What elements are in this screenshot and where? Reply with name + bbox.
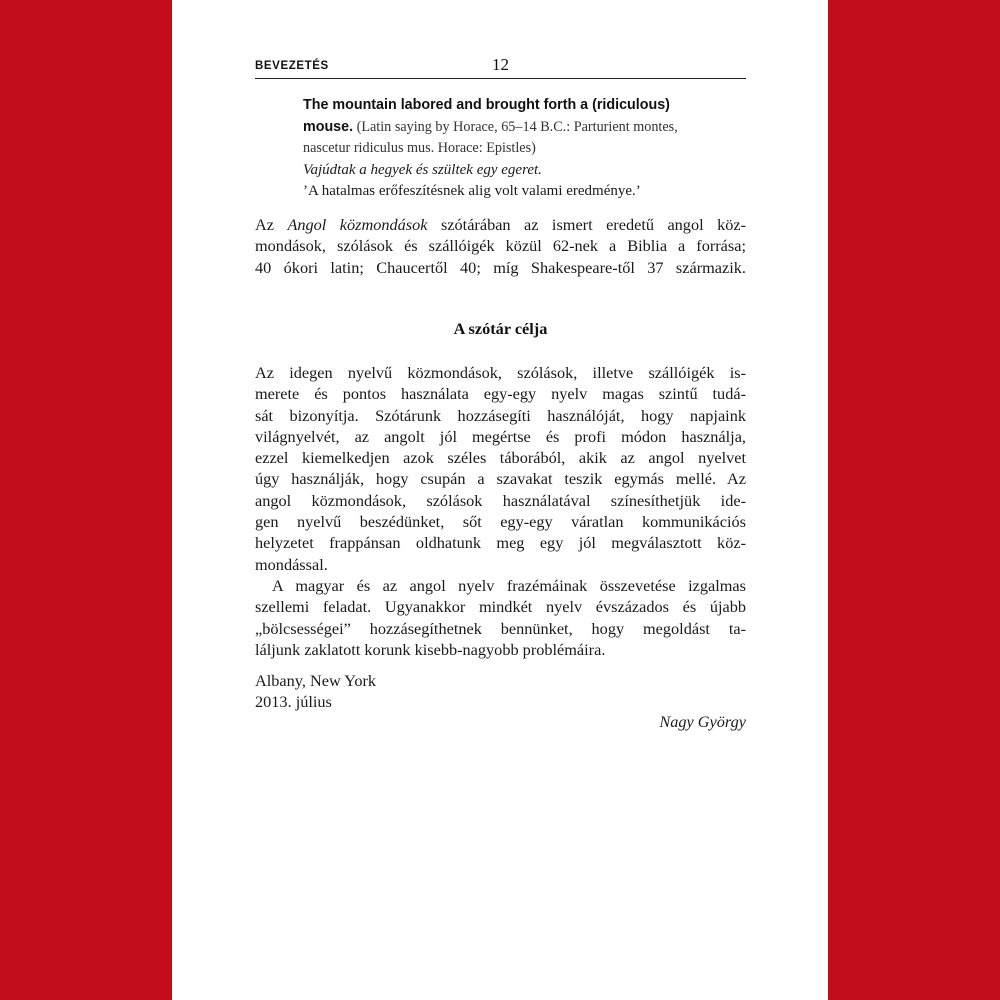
intro-line <box>255 214 746 235</box>
para2-line: „bölcsességei” hozzásegíthetnek bennünket, hogy megoldást ta- <box>255 618 746 638</box>
page-header <box>255 54 746 79</box>
para1-line: helyzetet frappánsan oldhatunk meg egy jól megválasztott köz- <box>255 533 746 553</box>
motto-line-1 <box>303 95 746 117</box>
running-head: BEVEZETÉS <box>255 60 329 72</box>
motto-english-bold-2: mouse. <box>303 118 354 135</box>
motto-source-2: nascetur ridiculus mus. Horace: Epistles) <box>303 140 536 156</box>
para1-line: gen nyelvű beszédünket, sőt egy-egy váratlan kommunikációs <box>255 512 746 532</box>
signature-date: 2013. július <box>255 692 332 711</box>
intro-text: Az <box>255 215 288 234</box>
signature-author: Nagy György <box>659 712 746 731</box>
motto-block <box>303 95 746 203</box>
book-page <box>172 0 828 1000</box>
motto-hungarian: Vajúdtak a hegyek és szültek egy egeret. <box>303 161 542 178</box>
intro-line: 40 ókori latin; Chaucertől 40; míg Shakespeare-től 37 származik. <box>255 257 746 277</box>
intro-line: mondások, szólások és szállóigék közül 62-nek a Biblia a forrása; <box>255 236 746 256</box>
signature-place: Albany, New York <box>255 671 377 690</box>
para1-line: angol közmondások, szólások használatával színesíthetjük ide- <box>255 490 746 510</box>
para1-line: mondással. <box>255 554 328 574</box>
para2-line: szellemi feladat. Ugyanakkor mindkét nyelv évszázados és újabb <box>255 597 746 617</box>
para2-line: A magyar és az angol nyelv frazémáinak összevetése izgalmas <box>272 575 746 595</box>
section-title: A szótár célja <box>453 319 548 338</box>
motto-line-2 <box>303 117 746 139</box>
para1-line: ezzel kiemelkedjen azok széles táborából, akik az angol nyelvet <box>255 448 746 468</box>
intro-text: szótárában az ismert eredetű angol köz- <box>427 215 746 234</box>
intro-paragraph <box>255 214 746 278</box>
para1-line: Az idegen nyelvű közmondások, szólások, illetve szállóigék is- <box>255 363 746 382</box>
motto-english-bold-1: The mountain labored and brought forth a (ridiculous) <box>303 97 670 113</box>
para2-line: láljunk zaklatott korunk kisebb-nagyobb problémáira. <box>255 639 606 659</box>
para1-line: úgy használják, hogy csupán a szavakat teszik egymás mellé. Az <box>255 469 746 489</box>
page-number: 12 <box>492 55 509 74</box>
body-paragraphs <box>255 362 746 660</box>
para1-line: világnyelvét, az angolt jól megértse és profi módon használja, <box>255 426 746 446</box>
para1-line: sát bizonyítja. Szótárunk hozzásegíti használóját, hogy napjaink <box>255 405 746 425</box>
para1-line: merete és pontos használata egy-egy nyelv magas szintű tudá- <box>255 384 746 404</box>
book-title-italic: Angol közmondások <box>287 215 428 234</box>
motto-meaning: ’A hatalmas erőfeszítésnek alig volt valami eredménye.’ <box>303 183 641 199</box>
motto-source-1: (Latin saying by Horace, 65–14 B.C.: Parturient montes, <box>353 118 678 135</box>
